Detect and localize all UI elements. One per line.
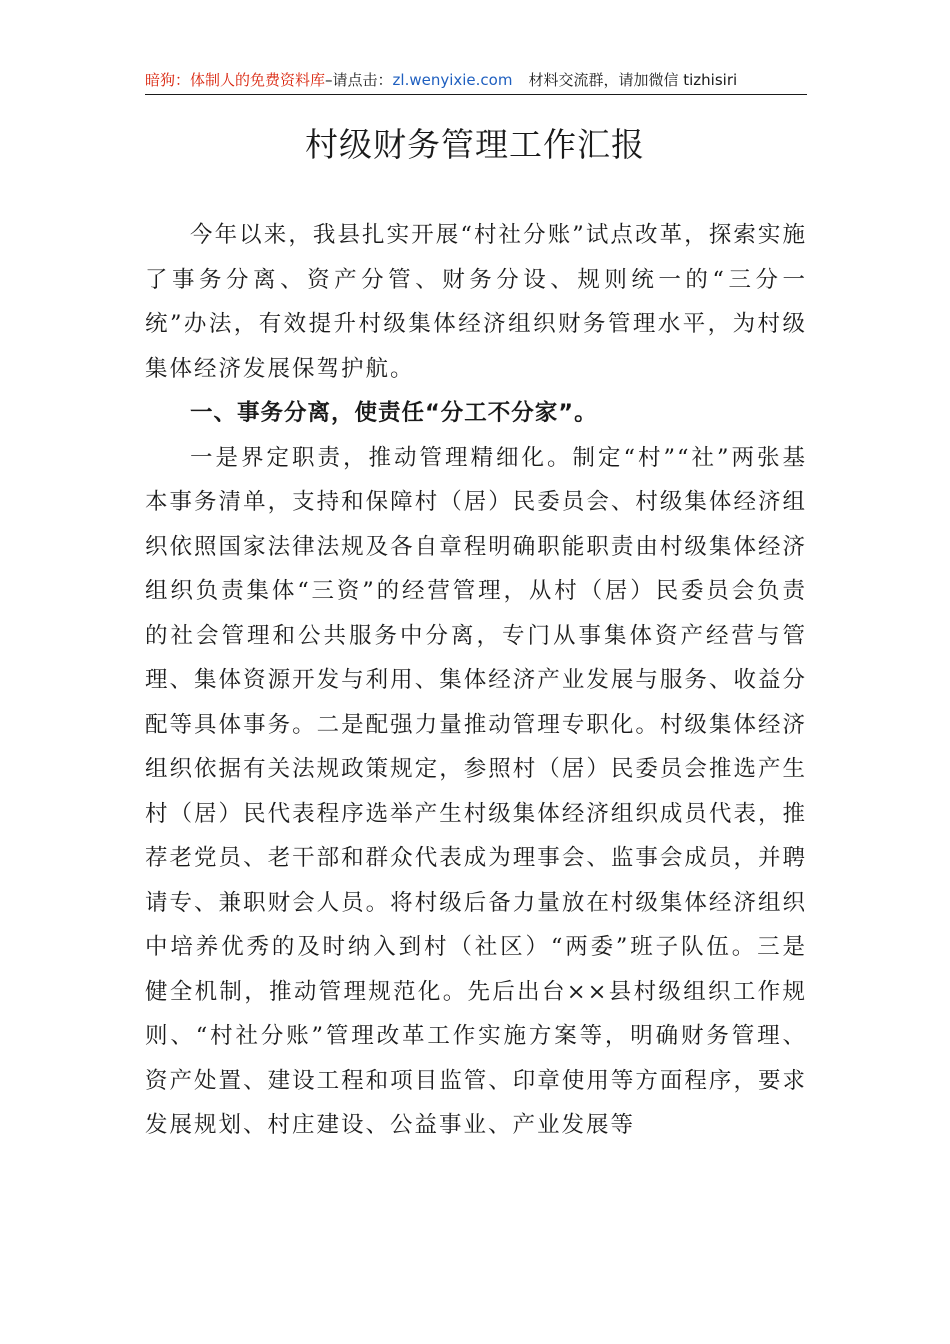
document-title: 村级财务管理工作汇报: [305, 125, 645, 164]
section-paragraph-1: 一是界定职责，推动管理精细化。制定“村”“社”两张基本事务清单，支持和保障村（居）民委员会、村级集体经济组织依照国家法律法规及各自章程明确职能职责由村级集体经济组织负责集体“三资”的经营管理，从村（居）民委员会负责的社会管理和公共服务中分离，专门从事集体资产经营与管理、集体资源开发与利用、集体经济产业发展与服务、收益分配等具体事务。二是配强力量推动管理专职化。村级集体经济组织依据有关法规政策规定，参照村（居）民委员会推选产生村（居）民代表程序选举产生村级集体经济组织成员代表，推荐老党员、老干部和群众代表成为理事会、监事会成员，并聘请专、兼职财会人员。将村级后备力量放在村级集体经济组织中培养优秀的及时纳入到村（社区）“两委”班子队伍。三是健全机制，推动管理规范化。先后出台××县村级组织工作规则、“村社分账”管理改革工作实施方案等，明确财务管理、资产处置、建设工程和项目监管、印章使用等方面程序，要求发展规划、村庄建设、公益事业、产业发展等: [145, 444, 807, 1138]
header-click-prefix: –请点击：: [325, 71, 393, 89]
section-heading-1: 一、事务分离，使责任“分工不分家”。: [190, 400, 598, 426]
header-group-text: 材料交流群，请加微信 tizhisiri: [528, 71, 738, 89]
header-url-link[interactable]: zl.wenyixie.com: [392, 71, 513, 89]
header-brand: 暗狗：体制人的免费资料库: [145, 71, 326, 89]
intro-paragraph: 今年以来，我县扎实开展“村社分账”试点改革，探索实施了事务分离、资产分管、财务分设、规则统一的“三分一统”办法，有效提升村级集体经济组织财务管理水平，为村级集体经济发展保驾护航。: [145, 222, 807, 382]
page-header: [145, 66, 807, 95]
document-body: [145, 213, 807, 1148]
